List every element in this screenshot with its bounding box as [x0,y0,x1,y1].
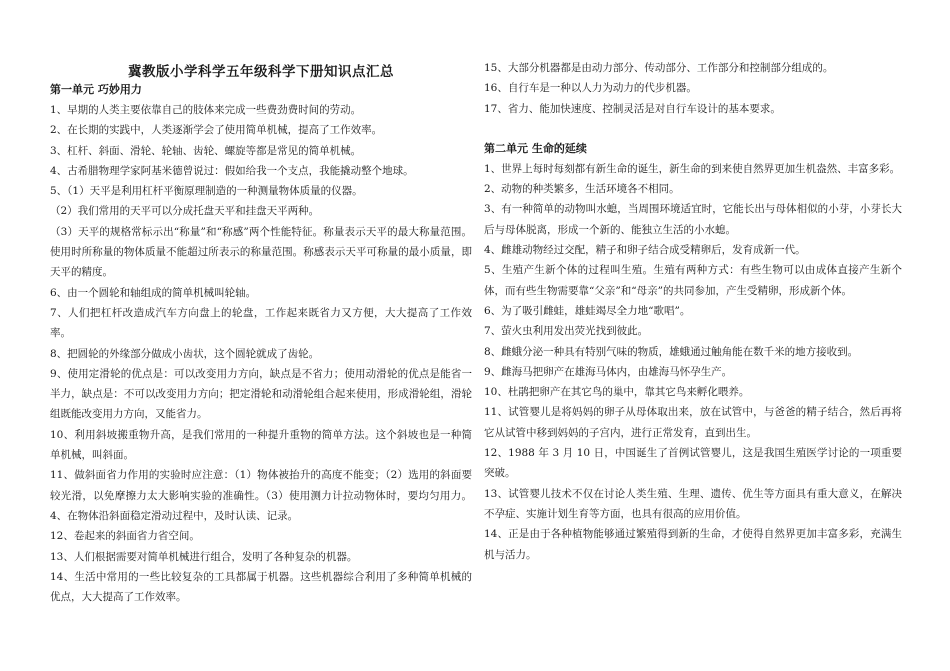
right-column [484,58,902,565]
paragraph: 13、人们根据需要对简单机械进行组合，发明了各种复杂的机器。 [50,550,358,563]
paragraph: 13、试管婴儿技术不仅在讨论人类生殖、生理、遗传、优生等方面具有重大意义，在解决不孕症、实施计划生育等方面，也具有很高的应用价值。 [484,487,902,520]
spacer [484,119,902,139]
paragraph: 4、古希腊物理学家阿基米德曾说过：假如给我一个支点，我能撬动整个地球。 [50,164,414,177]
unit-2-heading: 第二单元 生命的延续 [484,141,587,155]
paragraph: 6、由一个圆轮和轴组成的简单机械叫轮轴。 [50,286,257,299]
paragraph: 17、省力、能加快速度、控制灵活是对自行车设计的基本要求。 [484,102,781,115]
paragraph: 9、雌海马把卵产在雄海马体内，由雄海马怀孕生产。 [484,365,733,378]
paragraph: 11、试管婴儿是将妈妈的卵子从母体取出来，放在试管中，与爸爸的精子结合，然后再将它从试管中移到妈妈的子宫内，进行正常发育，直到出生。 [484,406,902,439]
paragraph: 16、自行车是一种以人力为动力的代步机器。 [484,82,697,95]
paragraph: 2、动物的种类繁多，生活环境各不相同。 [484,183,680,196]
paragraph: 5、（1）天平是利用杠杆平衡原理制造的一种测量物体质量的仪器。 [50,185,363,198]
paragraph: 7、人们把杠杆改造成汽车方向盘上的轮盘，工作起来既省力又方便，大大提高了工作效率。 [50,306,472,340]
paragraph: （2）我们常用的天平可以分成托盘天平和挂盘天平两种。 [50,205,320,218]
paragraph: 12、卷起来的斜面省力省空间。 [50,530,200,543]
paragraph: 10、杜鹃把卵产在其它鸟的巢中，靠其它鸟来孵化喂养。 [484,386,750,399]
paragraph: 11、做斜面省力作用的实验时应注意：（1）物体被抬升的高度不能变；（2）选用的斜面要较光滑，以免摩擦力太大影响实验的准确性。（3）使用测力计拉动物体时，要均匀用力。4、在物体沿斜面稳定滑动过程中，及时认读、记录。 [50,469,472,522]
paragraph: 9、使用定滑轮的优点是：可以改变用力方向，缺点是不省力；使用动滑轮的优点是能省一半力，缺点是：不可以改变用力方向；把定滑轮和动滑轮组合起来使用，形成滑轮组，滑轮组既能改变用力方向，又能省力。 [50,367,472,421]
paragraph: 14、生活中常用的一些比较复杂的工具都属于机器。这些机器综合利用了多种简单机械的优点，大大提高了工作效率。 [50,570,472,604]
paragraph: 7、萤火虫利用发出荧光找到彼此。 [484,325,649,338]
paragraph: 10、利用斜坡搬重物升高，是我们常用的一种提升重物的简单方法。这个斜坡也是一种简单机械，叫斜面。 [50,428,472,462]
paragraph: 15、大部分机器都是由动力部分、传动部分、工作部分和控制部分组成的。 [484,62,834,74]
unit-1-heading: 第一单元 巧妙用力 [50,83,142,96]
document-title: 冀教版小学科学五年级科学下册知识点汇总 [128,64,394,80]
paragraph: 2、在长期的实践中，人类逐渐学会了使用简单机械，提高了工作效率。 [50,124,383,137]
paragraph: 4、雌雄动物经过交配，精子和卵子结合成受精卵后，发育成新一代。 [484,244,806,257]
paragraph: 3、有一种简单的动物叫水螅，当周围环境适宜时，它能长出与母体相似的小芽，小芽长大后与母体脱离，形成一个新的、能独立生活的小水螅。 [484,203,902,236]
paragraph: 1、早期的人类主要依靠自己的肢体来完成一些费劲费时间的劳动。 [50,104,362,116]
paragraph: 1、世界上每时每刻都有新生命的诞生，新生命的到来使自然界更加生机盎然、丰富多彩。 [484,162,901,175]
paragraph: （3）天平的规格常标示出“称量”和“称感”两个性能特征。称量表示天平的最大称量范围。使用时所称量的物体质量不能超过所表示的称量范围。称感表示天平可称量的最小质量，即天平的精度。 [50,225,472,279]
paragraph: 14、正是由于各种植物能够通过繁殖得到新的生命，才使得自然界更加丰富多彩，充满生机与活力。 [484,528,902,561]
left-column [50,58,472,607]
paragraph: 6、为了吸引雌蛙，雄蛙竭尽全力地“歌唱”。 [484,304,691,317]
paragraph: 8、把圆轮的外缘部分做成小齿状，这个圆轮就成了齿轮。 [50,347,320,360]
paragraph: 8、雌蛾分泌一种具有特别气味的物质，雄蛾通过触角能在数千米的地方接收到。 [484,345,859,358]
paragraph: 5、生殖产生新个体的过程叫生殖。生殖有两种方式：有些生物可以由成体直接产生新个体，而有些生物需要靠“父亲”和“母亲”的共同参加，产生受精卵，形成新个体。 [484,264,902,297]
paragraph: 3、杠杆、斜面、滑轮、轮轴、齿轮、螺旋等都是常见的简单机械。 [50,144,362,157]
paragraph: 12、1988 年 3 月 10 日，中国诞生了首例试管婴儿，这是我国生殖医学讨论的一项重要突破。 [484,447,902,480]
